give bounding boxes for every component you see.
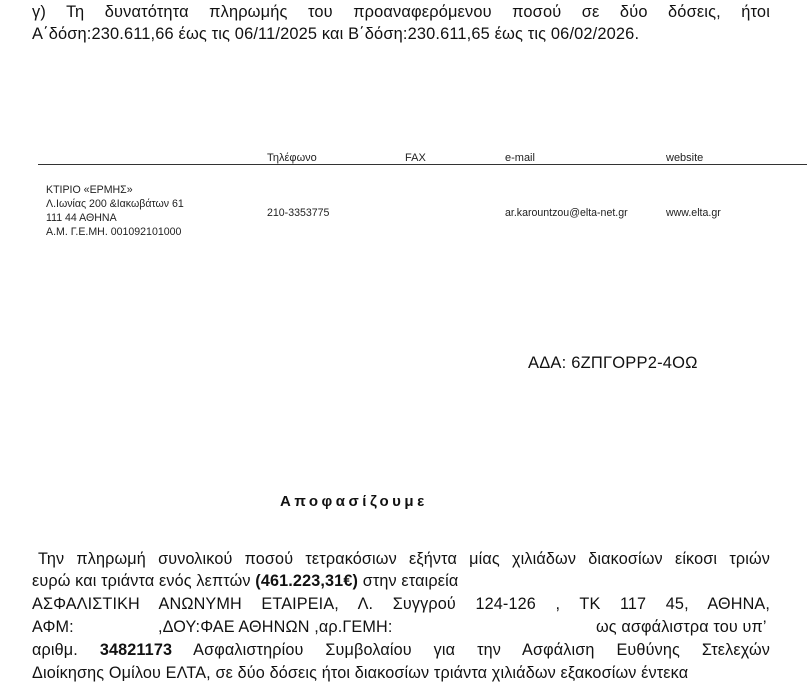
body-line-5 (32, 641, 770, 660)
footer-fax-header: FAX (405, 152, 426, 164)
footer-address-line-4: Α.Μ. Γ.Ε.ΜΗ. 001092101000 (46, 226, 182, 238)
footer-email-value: ar.karountzou@elta-net.gr (505, 207, 628, 219)
footer-address-line-3: 111 44 ΑΘΗΝΑ (46, 212, 117, 224)
body-line-1: Την πληρωμή συνολικού ποσού τετρακόσιων εξήντα μίας χιλιάδων διακοσίων είκοσι τριών (38, 550, 770, 568)
footer-divider (38, 164, 807, 165)
total-amount: (461.223,31€) (255, 572, 359, 590)
doy-gemi-text: ,ΔΟΥ:ΦΑΕ ΑΘΗΝΩΝ ,αρ.ΓΕΜΗ: (158, 618, 393, 636)
body-line-5-end: Ασφαλιστηρίου Συμβολαίου για την Ασφάλιση Ευθύνης Στελεχών (172, 641, 770, 659)
footer-address (46, 183, 184, 239)
body-line-5-text: αριθμ. (32, 641, 100, 659)
body-line-3: ΑΣΦΑΛΙΣΤΙΚΗ ΑΝΩΝΥΜΗ ΕΤΑΙΡΕΙΑ, Λ. Συγγρού 124-126 , ΤΚ 117 45, ΑΘΗΝΑ, (32, 595, 770, 613)
decision-heading: Αποφασίζουμε (280, 493, 428, 510)
footer-phone-value: 210-3353775 (267, 207, 330, 219)
footer-email-header: e-mail (505, 152, 535, 164)
afm-label: ΑΦΜ: (32, 618, 74, 636)
footer-website-value: www.elta.gr (666, 207, 721, 219)
body-line-2-end: στην εταιρεία (358, 572, 459, 590)
policy-number: 34821173 (99, 641, 173, 659)
footer-phone-header: Τηλέφωνο (267, 152, 317, 164)
body-line-6: Διοίκησης Ομίλου ΕΛΤΑ, σε δύο δόσεις ήτοι διακοσίων τριάντα χιλιάδων εξακοσίων έντεκα (32, 664, 689, 682)
body-line-4-end: ως ασφάλιστρα του υπ’ (596, 618, 767, 636)
body-line-2-text: ευρώ και τριάντα ενός λεπτών (32, 572, 256, 590)
footer-website-header: website (666, 152, 704, 164)
footer-address-line-1: ΚΤΙΡΙΟ «ΕΡΜΗΣ» (46, 184, 133, 196)
footer-address-line-2: Λ.Ιωνίας 200 &Ιακωβάτων 61 (46, 198, 184, 210)
paragraph-gamma-line-1: γ) Τη δυνατότητα πληρωμής του προαναφερόμενου ποσού σε δύο δόσεις, ήτοι (32, 3, 770, 21)
ada-code: ΑΔΑ: 6ΖΠΓΟΡΡ2-4ΟΩ (528, 354, 698, 372)
body-line-2 (32, 572, 458, 591)
paragraph-gamma-line-2: Α΄δόση:230.611,66 έως τις 06/11/2025 και Β΄δόση:230.611,65 έως τις 06/02/2026. (32, 25, 640, 43)
